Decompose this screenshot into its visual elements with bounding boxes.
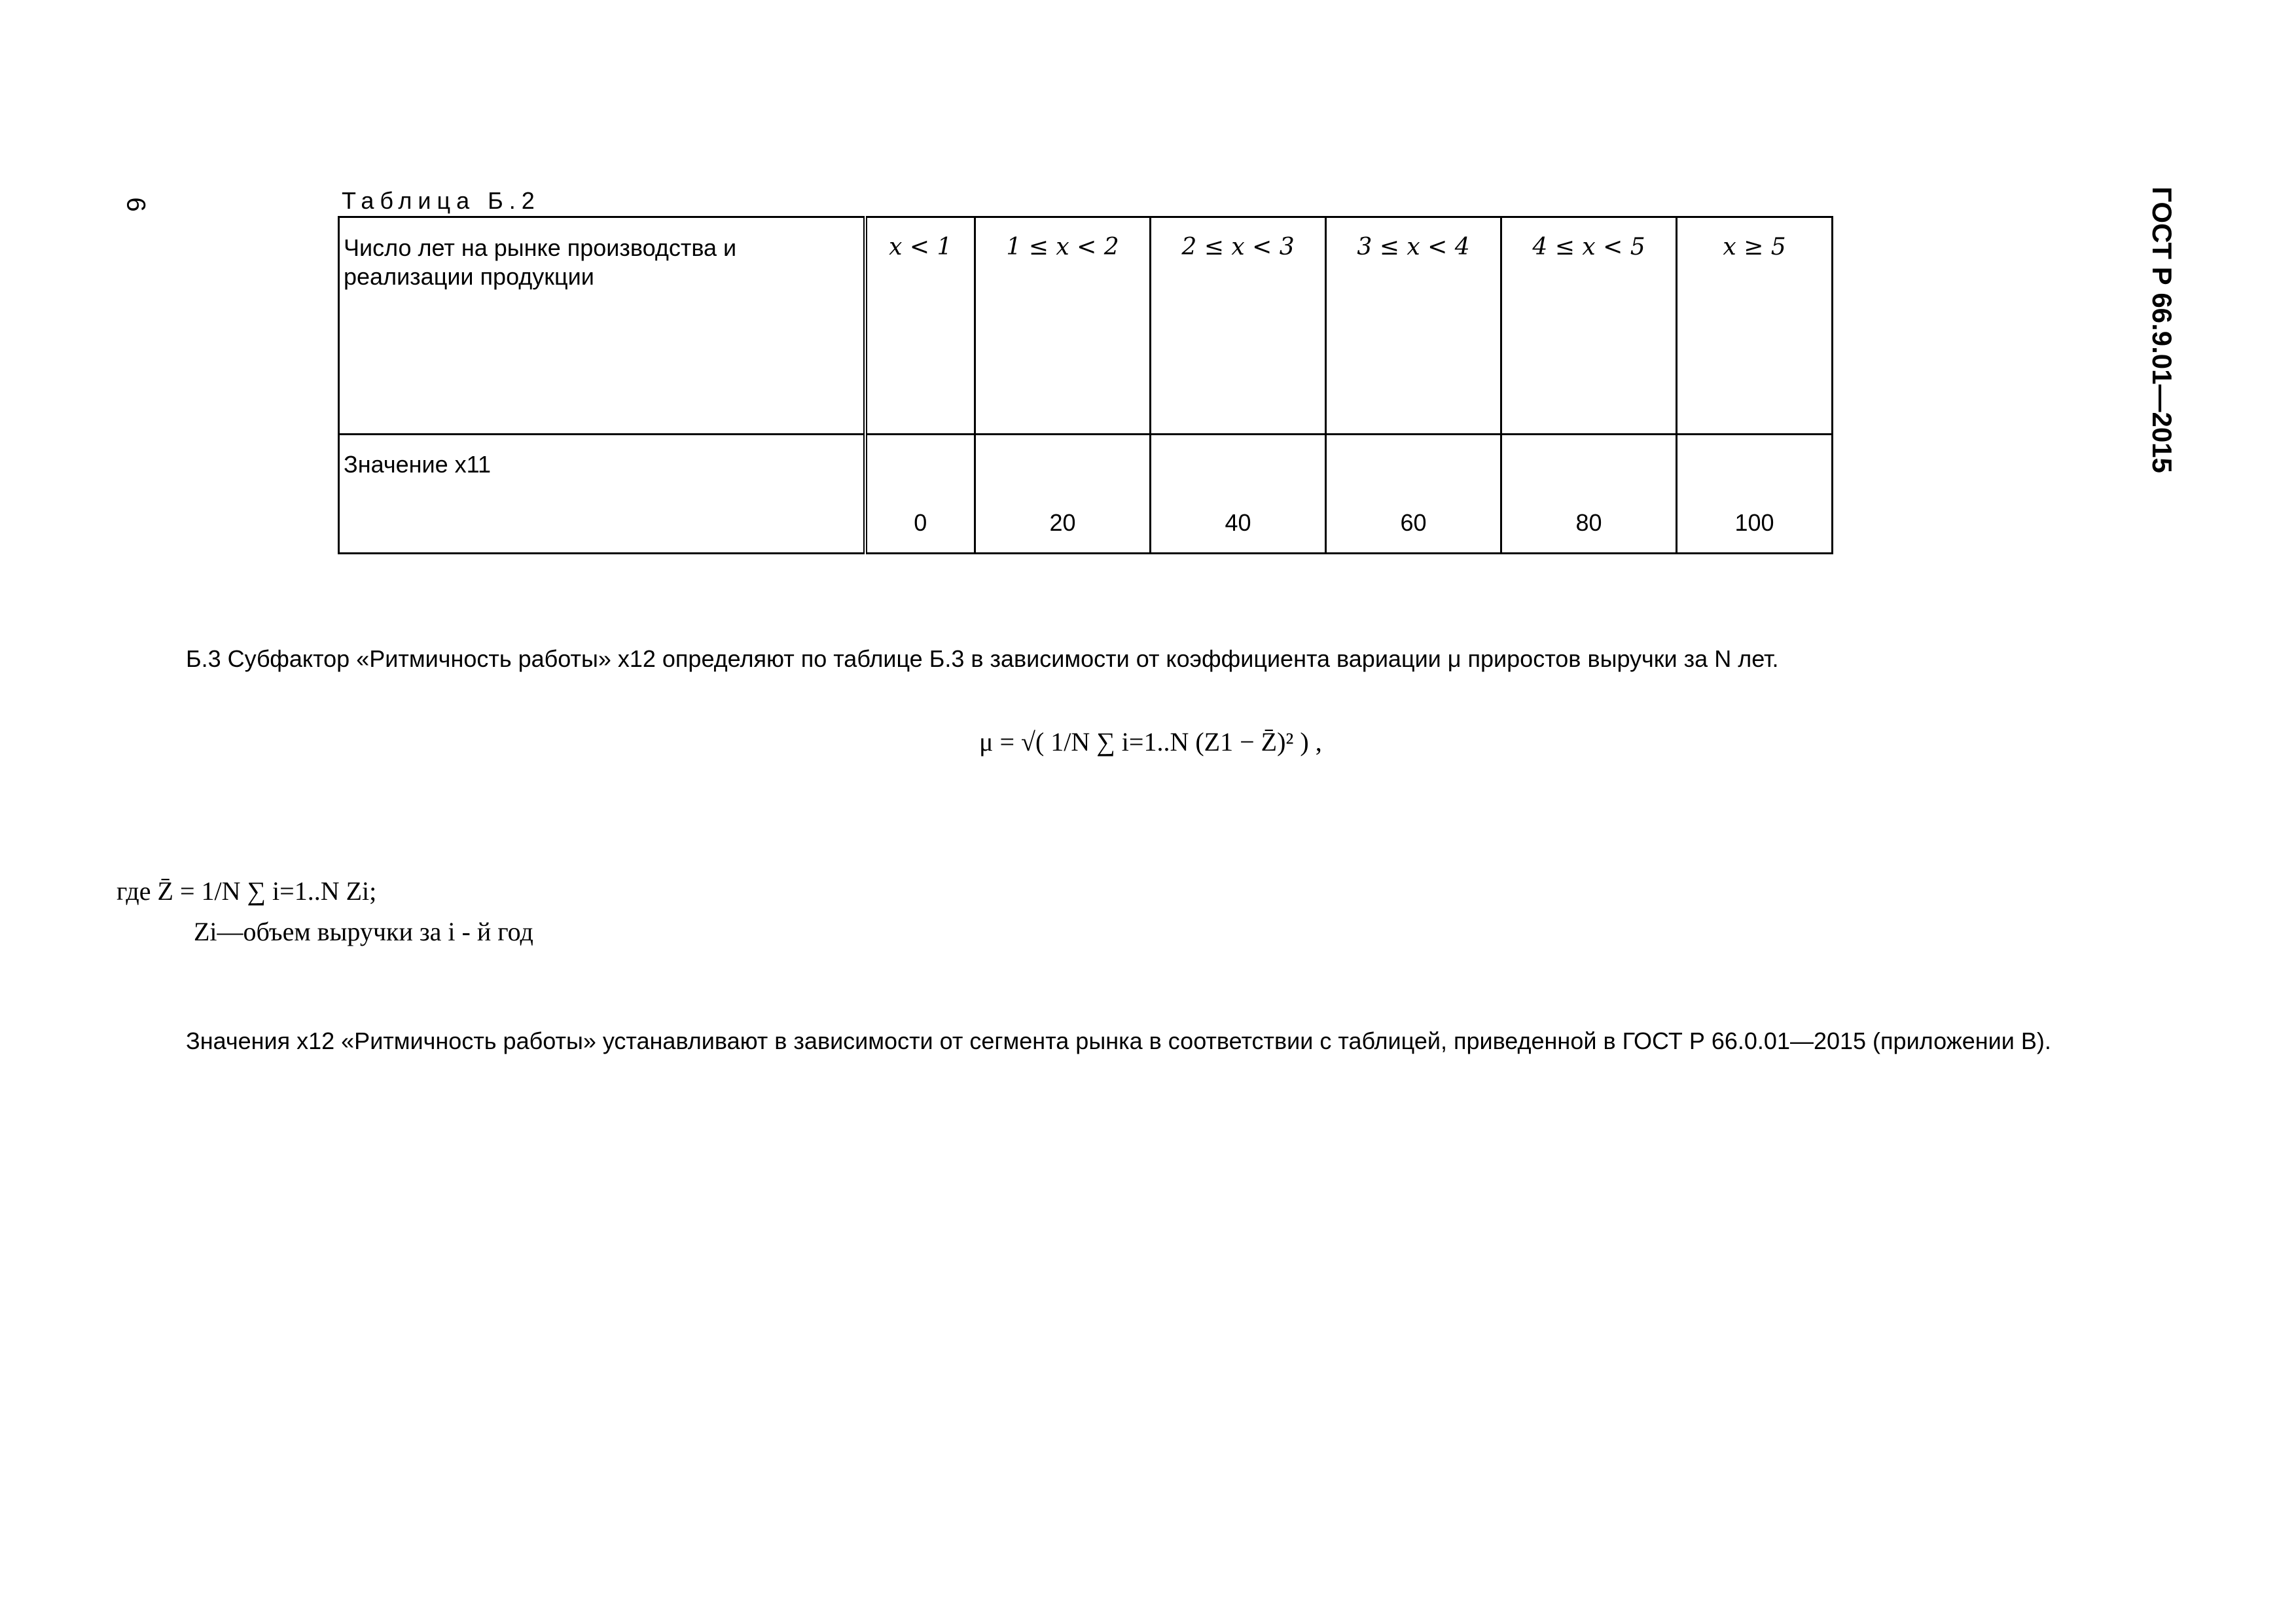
range-label: 3 ≤ x < 4: [1357, 234, 1470, 260]
range-label: 2 ≤ x < 3: [1181, 234, 1295, 260]
range-cell: [1151, 217, 1326, 435]
value-cell: 0: [865, 435, 975, 554]
row-header-years: Число лет на рынке производства и реализации продукции: [339, 217, 865, 435]
formula-text: μ = √( 1/N ∑ i=1..N (Z1 − Z̄)² ) ,: [979, 727, 1322, 757]
value-cell: 20: [975, 435, 1151, 554]
range-label: x < 1: [889, 234, 952, 260]
standard-code: ГОСТ Р 66.9.01—2015: [2147, 187, 2178, 473]
data-table: [338, 216, 1833, 554]
formula-mu: [979, 726, 1322, 757]
range-cell: [1501, 217, 1677, 435]
table-row: [339, 435, 1833, 554]
where-line-1: где Z̄ = 1/N ∑ i=1..N Zi;: [117, 876, 377, 906]
table-row: [339, 217, 1833, 435]
row-header-value: Значение x11: [339, 435, 865, 554]
range-label: 1 ≤ x < 2: [1006, 234, 1119, 260]
range-cell: [1677, 217, 1833, 435]
value-cell: 40: [1151, 435, 1326, 554]
page-number: 6: [121, 197, 151, 212]
range-cell: [975, 217, 1151, 435]
final-paragraph: Значения x12 «Ритмичность работы» устанавливают в зависимости от сегмента рынка в соответствии с таблицей, приведенной в ГОСТ Р 66.0.01—2015 (приложении В).: [186, 1027, 2051, 1054]
where-line-2: Zi—объем выручки за i - й год: [194, 917, 533, 946]
value-cell: 80: [1501, 435, 1677, 554]
range-cell: [1326, 217, 1501, 435]
range-cell: [865, 217, 975, 435]
range-label: x ≥ 5: [1723, 234, 1786, 260]
range-label: 4 ≤ x < 5: [1532, 234, 1645, 260]
value-cell: 60: [1326, 435, 1501, 554]
table-title: Таблица Б.2: [342, 187, 541, 214]
paragraph-b3: Б.3 Субфактор «Ритмичность работы» x12 определяют по таблице Б.3 в зависимости от коэффициента вариации μ приростов выручки за N лет.: [186, 645, 1779, 672]
value-cell: 100: [1677, 435, 1833, 554]
